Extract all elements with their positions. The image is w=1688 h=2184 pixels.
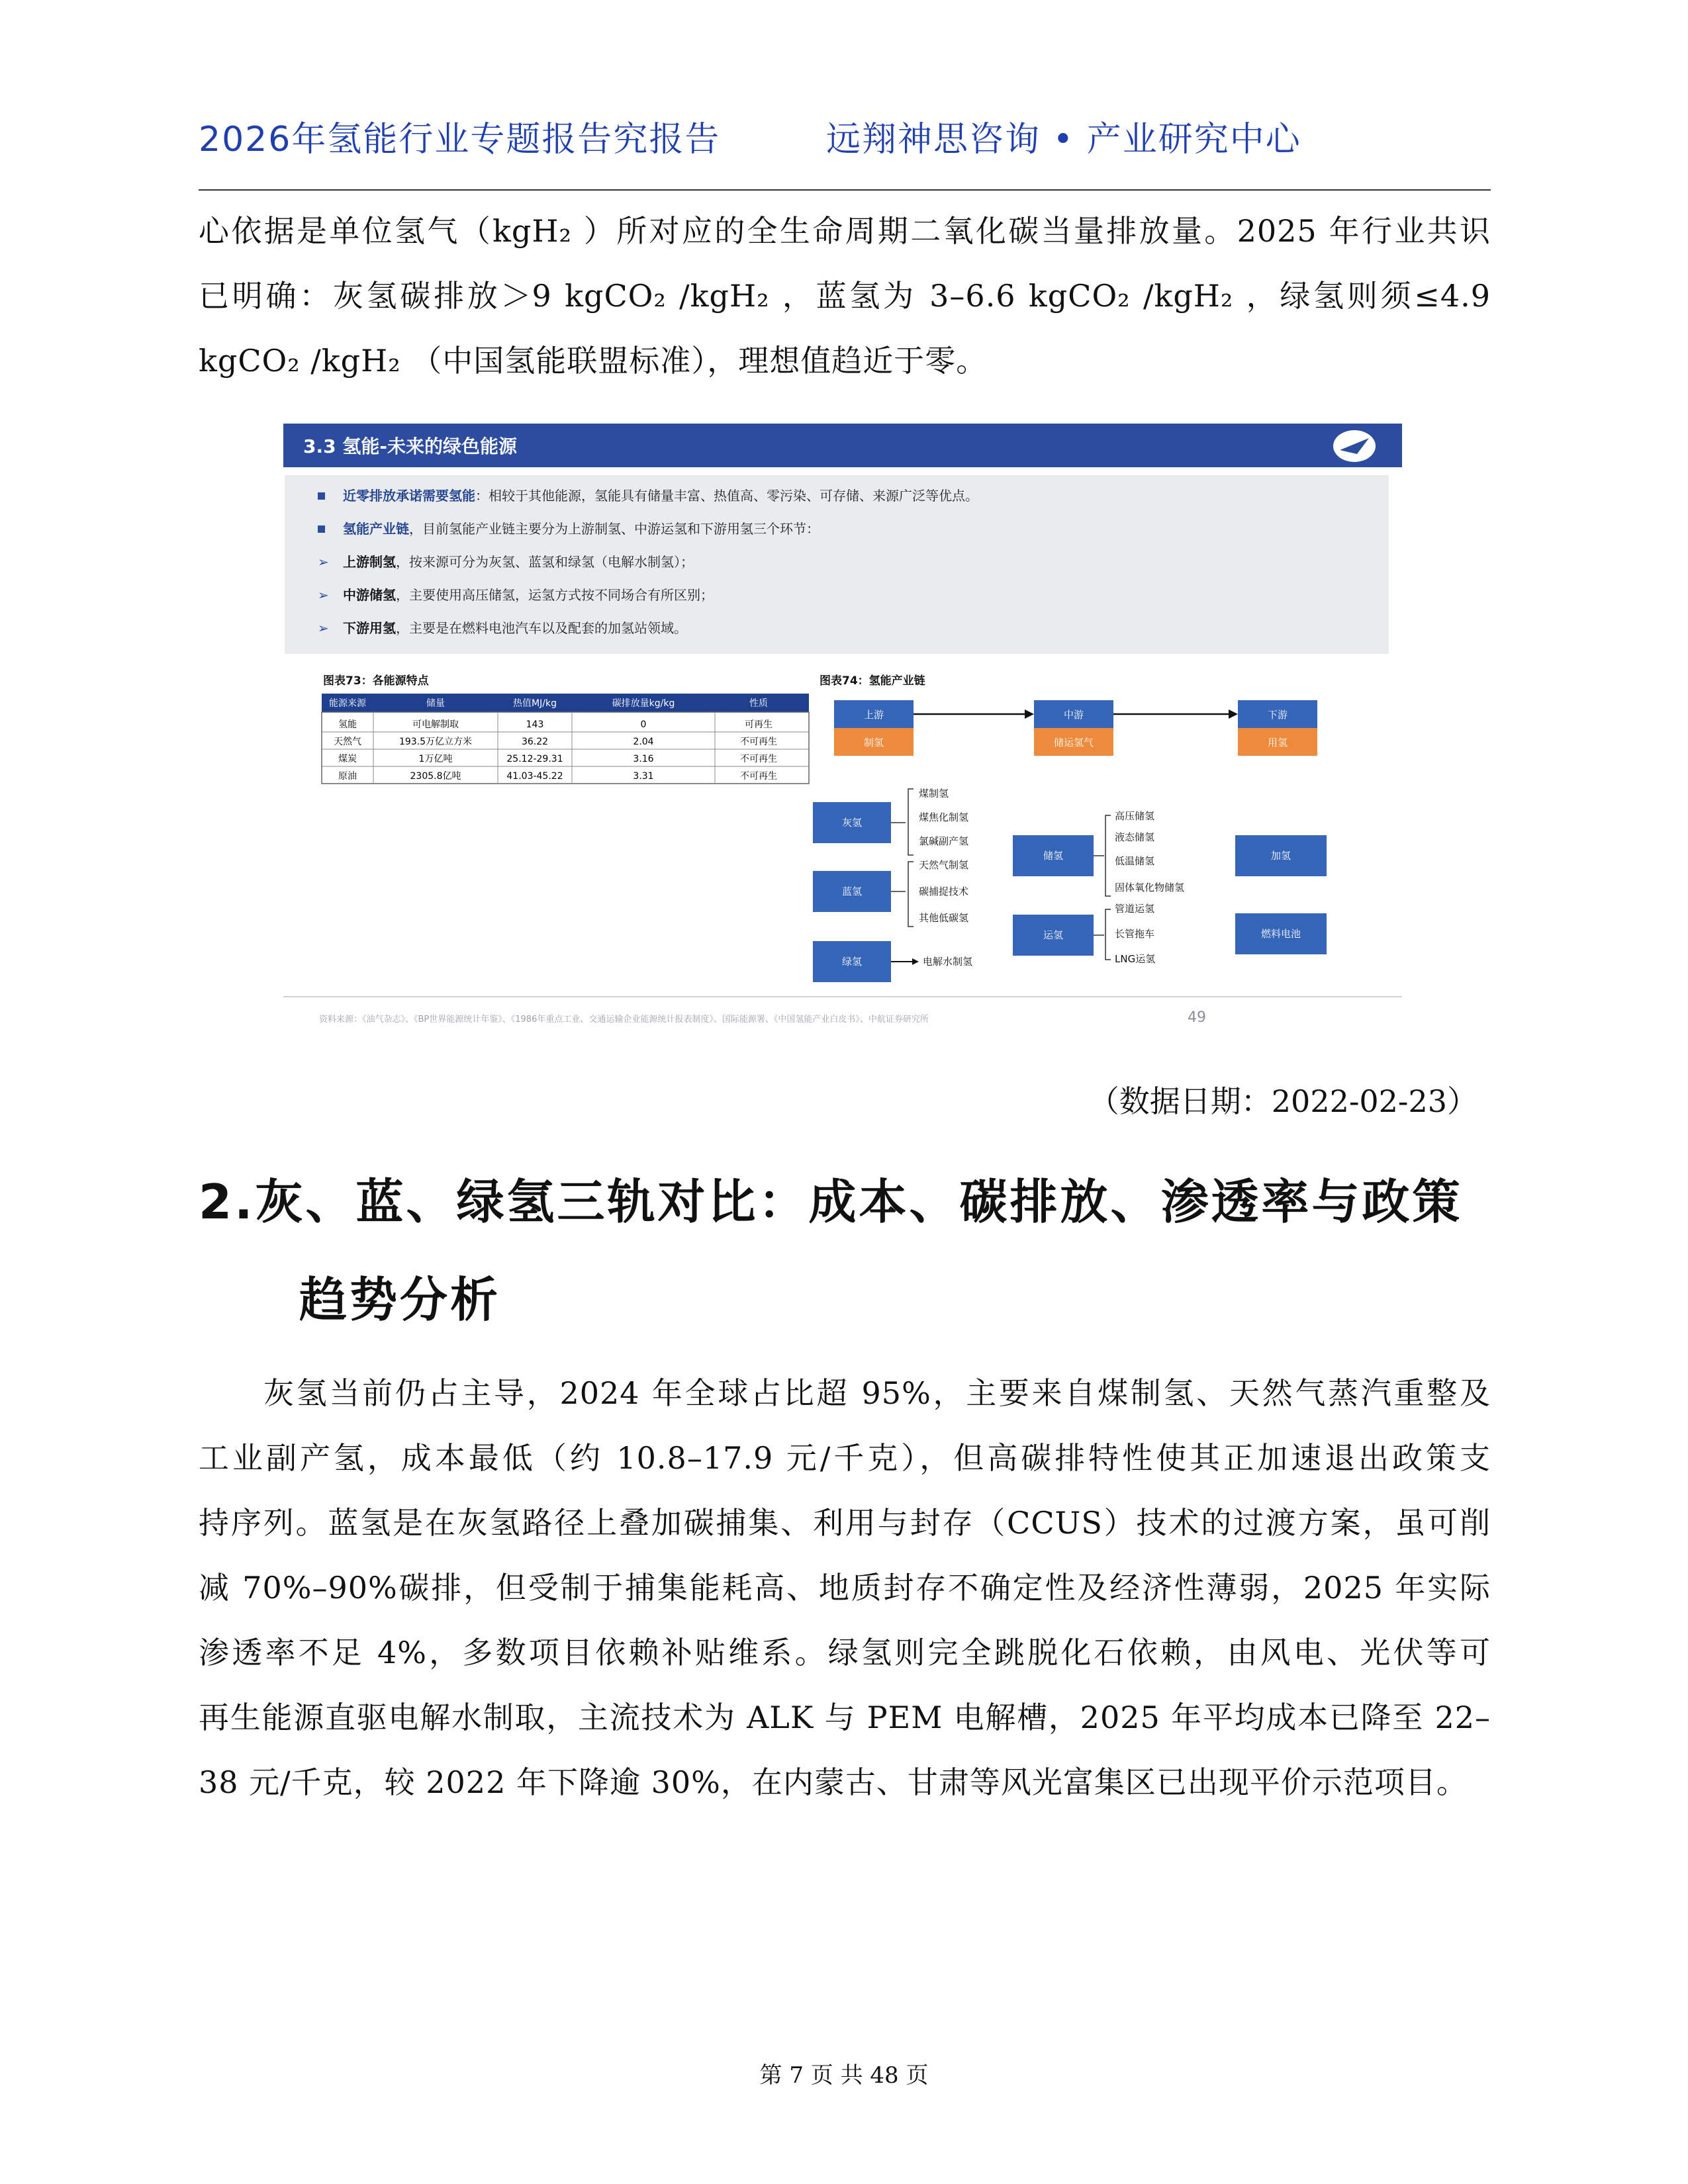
svg-text:液态储氢: 液态储氢 [1115, 831, 1155, 843]
slide-figure [283, 424, 1402, 1046]
body-line: 38 元/千克，较 2022 年下降逾 30%，在内蒙古、甘肃等风光富集区已出现平价示范项目。 [199, 1764, 1468, 1800]
chain-title: 图表74：氢能产业链 [820, 674, 925, 688]
svg-text:2.04: 2.04 [633, 737, 654, 747]
svg-text:上游制氢，按来源可分为灰氢、蓝氢和绿氢（电解水制氢）；: 上游制氢，按来源可分为灰氢、蓝氢和绿氢（电解水制氢）； [343, 554, 694, 570]
section-heading-line: 趋势分析 [299, 1272, 501, 1328]
green-hydrogen-label: 绿氢 [841, 956, 863, 968]
svg-text:煤炭: 煤炭 [338, 754, 357, 764]
svg-text:可电解制取: 可电解制取 [412, 719, 459, 730]
svg-text:中游储氢，主要使用高压储氢，运氢方式按不同场合有所区别；: 中游储氢，主要使用高压储氢，运氢方式按不同场合有所区别； [343, 587, 714, 603]
gray-hydrogen-label: 灰氢 [841, 817, 863, 829]
body-line: 再生能源直驱电解水制取，主流技术为 ALK 与 PEM 电解槽，2025 年平均成本已降至 22– [199, 1700, 1491, 1735]
header-title-left: 2026年氢能行业专题报告究报告 [199, 120, 721, 159]
svg-text:碳捕捉技术: 碳捕捉技术 [919, 886, 969, 897]
body-line: 工业副产氢，成本最低（约 10.8–17.9 元/千克），但高碳排特性使其正加速退出政策支 [199, 1440, 1491, 1476]
svg-text:3.16: 3.16 [633, 754, 654, 764]
svg-text:制氢: 制氢 [863, 737, 884, 749]
svg-text:下游: 下游 [1267, 709, 1288, 721]
svg-text:固体氧化物储氢: 固体氧化物储氢 [1115, 882, 1185, 893]
body-line: 渗透率不足 4%，多数项目依赖补贴维系。绿氢则完全跳脱化石依赖，由风电、光伏等可 [199, 1635, 1491, 1670]
intro-paragraph [199, 199, 1491, 393]
svg-text:长管拖车: 长管拖车 [1115, 928, 1155, 940]
intro-line: kgCO₂ /kgH₂ （中国氢能联盟标准），理想值趋近于零。 [199, 343, 988, 379]
section-heading-line: 2.灰、蓝、绿氢三轨对比：成本、碳排放、渗透率与政策 [199, 1174, 1463, 1230]
slide-page-number: 49 [1188, 1009, 1206, 1026]
svg-text:煤焦化制氢: 煤焦化制氢 [919, 811, 969, 823]
page-footer: 第 7 页 共 48 页 [759, 2062, 929, 2089]
svg-text:➢: ➢ [318, 620, 329, 636]
chain-upstream-box [834, 700, 914, 756]
svg-text:不可再生: 不可再生 [740, 771, 777, 782]
svg-text:193.5万亿立方米: 193.5万亿立方米 [399, 737, 473, 747]
svg-text:➢: ➢ [318, 554, 329, 570]
transport-methods [1115, 903, 1155, 965]
table-header-cell: 性质 [749, 698, 768, 709]
svg-text:➢: ➢ [318, 587, 329, 603]
svg-text:41.03-45.22: 41.03-45.22 [506, 771, 563, 782]
svg-text:氢能产业链，目前氢能产业链主要分为上游制氢、中游运氢和下游用: 氢能产业链，目前氢能产业链主要分为上游制氢、中游运氢和下游用氢三个环节： [343, 521, 820, 537]
storage-label: 储氢 [1043, 850, 1064, 862]
svg-text:其他低碳氢: 其他低碳氢 [919, 912, 969, 924]
svg-text:天然气制氢: 天然气制氢 [919, 859, 969, 871]
svg-text:氢能: 氢能 [338, 719, 357, 730]
chain-midstream-box [1034, 700, 1113, 756]
table-header-cell: 储量 [426, 698, 445, 709]
slide-source-note: 资料来源：《油气杂志》、《BP世界能源统计年鉴》、《1986年重点工业、交通运输企业能源统计报表制度》、国际能源署、《中国氢能产业白皮书》、中航证券研究所 [319, 1015, 929, 1024]
slide-logo-icon [1333, 430, 1376, 462]
svg-text:高压储氢: 高压储氢 [1115, 810, 1155, 822]
header-rule [199, 189, 1491, 191]
svg-text:不可再生: 不可再生 [740, 737, 777, 747]
svg-text:氯碱副产氢: 氯碱副产氢 [919, 835, 969, 847]
svg-text:煤制氢: 煤制氢 [919, 788, 949, 799]
svg-text:近零排放承诺需要氢能：相较于其他能源，氢能具有储量丰富、热值: 近零排放承诺需要氢能：相较于其他能源，氢能具有储量丰富、热值高、零污染、可存储、来源广泛等优点。 [343, 488, 978, 504]
figure-caption: （数据日期：2022-02-23） [1088, 1083, 1477, 1119]
svg-text:1万亿吨: 1万亿吨 [418, 754, 453, 764]
body-line: 减 70%–90%碳排，但受制于捕集能耗高、地质封存不确定性及经济性薄弱，2025 年实际 [199, 1570, 1491, 1606]
body-line: 灰氢当前仍占主导，2024 年全球占比超 95%，主要来自煤制氢、天然气蒸汽重整及 [263, 1375, 1491, 1411]
body-line: 持序列。蓝氢是在灰氢路径上叠加碳捕集、利用与封存（CCUS）技术的过渡方案，虽可削 [199, 1505, 1491, 1541]
table-title: 图表73：各能源特点 [323, 674, 429, 688]
svg-text:3.31: 3.31 [633, 771, 654, 782]
svg-text:2305.8亿吨: 2305.8亿吨 [410, 771, 461, 782]
svg-text:上游: 上游 [863, 709, 884, 721]
transport-label: 运氢 [1043, 929, 1064, 941]
blue-methods [919, 859, 968, 924]
slide-title: 3.3 氢能-未来的绿色能源 [303, 435, 517, 457]
table-header-cell: 能源来源 [329, 698, 366, 709]
svg-text:用氢: 用氢 [1267, 737, 1288, 749]
body-paragraph [199, 1361, 1491, 1815]
svg-text:不可再生: 不可再生 [740, 754, 777, 764]
svg-text:中游: 中游 [1063, 709, 1084, 721]
svg-text:可再生: 可再生 [745, 719, 773, 730]
svg-text:143: 143 [526, 719, 544, 730]
svg-text:管道运氢: 管道运氢 [1115, 903, 1155, 915]
header-title-right: 远翔神思咨询 • 产业研究中心 [826, 120, 1301, 159]
intro-line: 已明确：灰氢碳排放＞9 kgCO₂ /kgH₂ ，蓝氢为 3–6.6 kgCO₂ /kgH₂ ，绿氢则须≤4.9 [199, 278, 1491, 314]
svg-text:LNG运氢: LNG运氢 [1115, 953, 1156, 965]
table-header-cell: 碳排放量kg/kg [612, 698, 675, 709]
svg-text:低温储氢: 低温储氢 [1115, 855, 1155, 867]
chain-downstream-box [1238, 700, 1317, 756]
blue-hydrogen-label: 蓝氢 [841, 886, 863, 897]
svg-text:25.12-29.31: 25.12-29.31 [506, 754, 563, 764]
intro-line: 心依据是单位氢气（kgH₂ ）所对应的全生命周期二氧化碳当量排放量。2025 年行业共识 [199, 213, 1491, 249]
svg-text:下游用氢，主要是在燃料电池汽车以及配套的加氢站领域。: 下游用氢，主要是在燃料电池汽车以及配套的加氢站领域。 [343, 620, 687, 636]
svg-text:原油: 原油 [338, 771, 357, 782]
svg-text:天然气: 天然气 [334, 737, 361, 747]
table-header-cell: 热值MJ/kg [513, 698, 557, 709]
green-method: 电解水制氢 [923, 956, 973, 968]
svg-text:0: 0 [640, 719, 647, 730]
svg-text:36.22: 36.22 [521, 737, 549, 747]
svg-text:储运氢气: 储运氢气 [1053, 737, 1094, 749]
fuel-cell-label: 燃料电池 [1260, 928, 1301, 940]
refueling-label: 加氢 [1270, 850, 1291, 862]
